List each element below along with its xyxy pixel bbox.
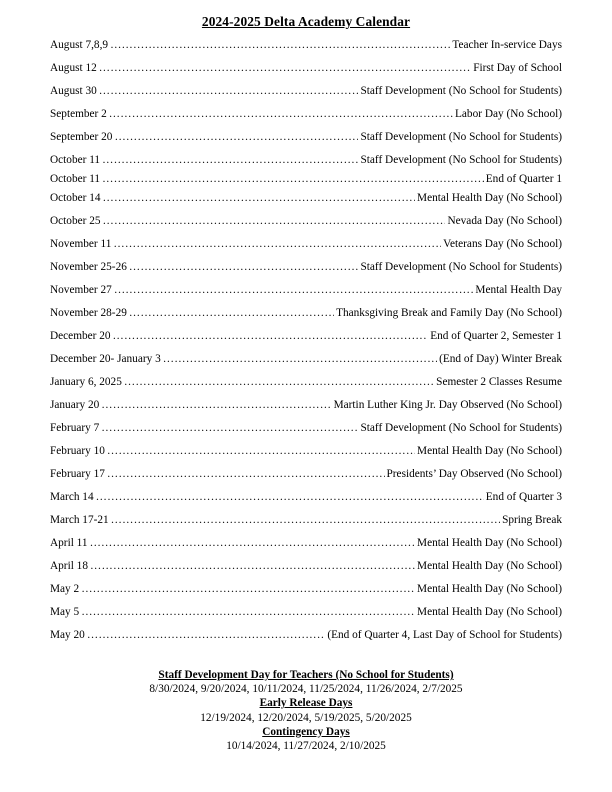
entry-event: Mental Health Day: [475, 284, 562, 296]
entry-event: End of Quarter 3: [485, 491, 562, 503]
leader-dots: [114, 130, 358, 144]
entry-date: October 11: [50, 154, 101, 166]
footer-notes: [0, 668, 612, 753]
entry-date: August 12: [50, 62, 97, 74]
entry-date: September 20: [50, 131, 113, 143]
staff-dev-dates: 8/30/2024, 9/20/2024, 10/11/2024, 11/25/2024, 11/26/2024, 2/7/2025: [149, 683, 463, 696]
leader-dots: [102, 172, 484, 186]
entry-date: October 11: [50, 173, 101, 185]
entry-date: November 25-26: [50, 261, 127, 273]
entry-event: (End of Quarter 4, Last Day of School for Students): [327, 629, 562, 641]
entry-event: Veterans Day (No School): [443, 238, 562, 250]
entry-date: February 7: [50, 422, 100, 434]
entry-event: End of Quarter 1: [485, 173, 562, 185]
entry-event: Mental Health Day (No School): [417, 560, 562, 572]
leader-dots: [101, 421, 358, 435]
leader-dots: [101, 398, 331, 412]
early-release-heading: Early Release Days: [259, 697, 353, 710]
leader-dots: [81, 582, 415, 596]
leader-dots: [129, 306, 334, 320]
calendar-entry: [50, 130, 562, 144]
entry-date: August 30: [50, 85, 97, 97]
entry-event: First Day of School: [473, 62, 562, 74]
calendar-entry: [50, 352, 562, 366]
entry-event: Mental Health Day (No School): [417, 445, 562, 457]
entry-date: March 14: [50, 491, 94, 503]
entry-event: Nevada Day (No School): [447, 215, 562, 227]
calendar-entry: [50, 421, 562, 435]
entry-event: Mental Health Day (No School): [417, 606, 562, 618]
entry-event: Teacher In-service Days: [452, 39, 562, 51]
entry-date: April 11: [50, 537, 88, 549]
calendar-entry: [50, 605, 562, 619]
leader-dots: [110, 38, 450, 52]
calendar-entry: [50, 283, 562, 297]
entry-event: Presidents’ Day Observed (No School): [386, 468, 562, 480]
page-title: 2024-2025 Delta Academy Calendar: [201, 14, 411, 29]
entry-event: (End of Day) Winter Break: [439, 353, 562, 365]
leader-dots: [114, 283, 474, 297]
entry-date: April 18: [50, 560, 88, 572]
entry-date: May 20: [50, 629, 85, 641]
entry-date: August 7,8,9: [50, 39, 109, 51]
entry-event: Spring Break: [502, 514, 562, 526]
leader-dots: [113, 237, 441, 251]
entry-event: Mental Health Day (No School): [417, 192, 562, 204]
leader-dots: [113, 329, 429, 343]
calendar-entry: [50, 444, 562, 458]
entry-date: May 2: [50, 583, 80, 595]
entry-date: November 11: [50, 238, 112, 250]
entry-date: March 17-21: [50, 514, 109, 526]
entry-event: Martin Luther King Jr. Day Observed (No School): [333, 399, 562, 411]
entry-event: Labor Day (No School): [455, 108, 562, 120]
entry-date: December 20: [50, 330, 111, 342]
entry-event: End of Quarter 2, Semester 1: [430, 330, 562, 342]
entry-event: Mental Health Day (No School): [417, 537, 562, 549]
calendar-entry: [50, 153, 562, 167]
leader-dots: [102, 153, 358, 167]
entry-date: February 10: [50, 445, 105, 457]
leader-dots: [90, 536, 415, 550]
entry-event: Mental Health Day (No School): [417, 583, 562, 595]
leader-dots: [107, 467, 385, 481]
calendar-entry: [50, 467, 562, 481]
entry-date: October 14: [50, 192, 101, 204]
calendar-entry: [50, 38, 562, 52]
calendar-entry: [50, 329, 562, 343]
leader-dots: [129, 260, 359, 274]
staff-dev-heading: Staff Development Day for Teachers (No School for Students): [158, 669, 454, 681]
entry-event: Semester 2 Classes Resume: [436, 376, 562, 388]
entry-date: October 25: [50, 215, 101, 227]
calendar-entry: [50, 536, 562, 550]
leader-dots: [81, 605, 415, 619]
leader-dots: [90, 559, 415, 573]
leader-dots: [96, 490, 484, 504]
entry-date: September 2: [50, 108, 107, 120]
calendar-entry: [50, 375, 562, 389]
entry-date: November 28-29: [50, 307, 127, 319]
entry-event: Staff Development (No School for Students): [360, 261, 562, 273]
calendar-entry: [50, 582, 562, 596]
calendar-entry: [50, 172, 562, 186]
calendar-entry: [50, 398, 562, 412]
early-release-dates: 12/19/2024, 12/20/2024, 5/19/2025, 5/20/2025: [200, 711, 412, 724]
leader-dots: [111, 513, 500, 527]
contingency-dates: 10/14/2024, 11/27/2024, 2/10/2025: [226, 740, 386, 753]
entry-event: Thanksgiving Break and Family Day (No School): [336, 307, 562, 319]
calendar-entry: [50, 260, 562, 274]
entry-event: Staff Development (No School for Students): [360, 85, 562, 97]
calendar-entry: [50, 61, 562, 75]
leader-dots: [163, 352, 437, 366]
entry-date: January 6, 2025: [50, 376, 122, 388]
leader-dots: [107, 444, 415, 458]
leader-dots: [124, 375, 434, 389]
calendar-entry: [50, 306, 562, 320]
contingency-heading: Contingency Days: [262, 725, 350, 738]
calendar-entry: [50, 628, 562, 642]
calendar-entry: [50, 214, 562, 228]
calendar-entry: [50, 107, 562, 121]
entry-event: Staff Development (No School for Students): [360, 422, 562, 434]
calendar-entry: [50, 84, 562, 98]
leader-dots: [87, 628, 325, 642]
leader-dots: [99, 84, 359, 98]
leader-dots: [103, 191, 416, 205]
calendar-entry: [50, 191, 562, 205]
entry-event: Staff Development (No School for Students): [360, 131, 562, 143]
calendar-entry: [50, 513, 562, 527]
entry-date: November 27: [50, 284, 112, 296]
entry-date: December 20- January 3: [50, 353, 161, 365]
calendar-entry: [50, 559, 562, 573]
calendar-entry: [50, 237, 562, 251]
entry-event: Staff Development (No School for Students): [360, 154, 562, 166]
calendar-entry: [50, 490, 562, 504]
leader-dots: [103, 214, 446, 228]
entry-date: February 17: [50, 468, 105, 480]
entry-date: January 20: [50, 399, 100, 411]
entry-date: May 5: [50, 606, 80, 618]
leader-dots: [99, 61, 471, 75]
calendar-entries: [50, 38, 562, 642]
leader-dots: [109, 107, 453, 121]
